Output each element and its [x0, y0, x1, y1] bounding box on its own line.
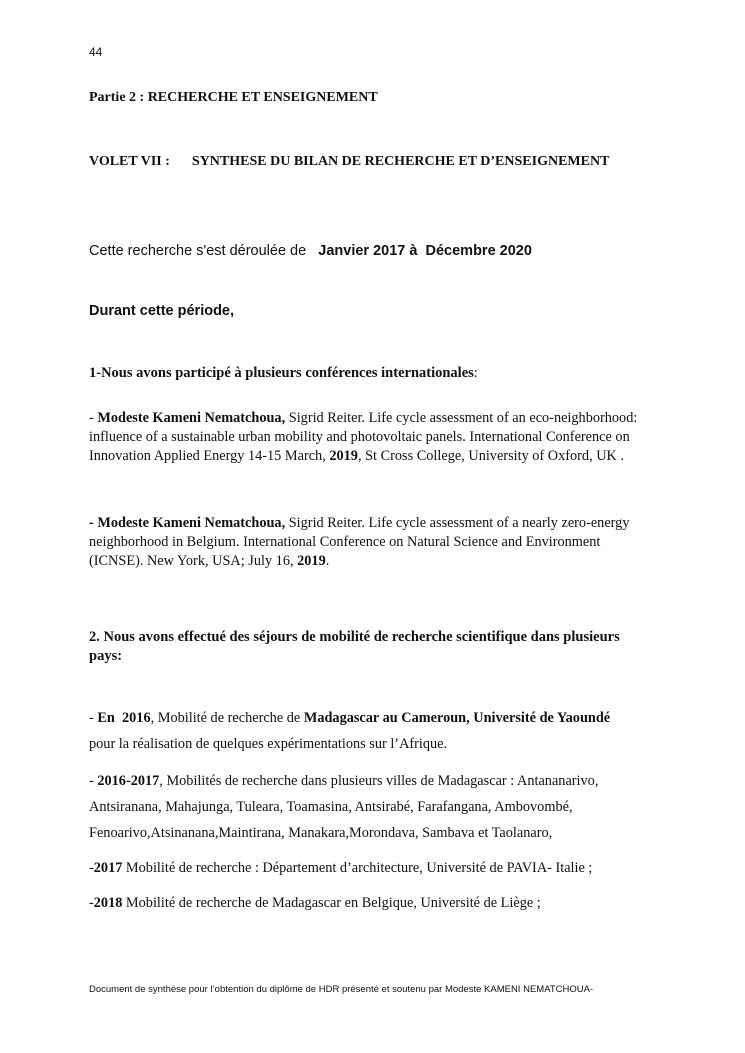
reference-prefix: - [89, 410, 98, 426]
volet-title: SYNTHESE DU BILAN DE RECHERCHE ET D’ENSEIGNEMENT [191, 154, 610, 169]
reference-suffix: , St Cross College, University of Oxford, UK . [357, 448, 625, 464]
mobility-en: En [97, 710, 115, 726]
reference-year: 2019 [329, 448, 358, 464]
mobility-text-cont: pour la réalisation de quelques expérimentations sur l’Afrique. [89, 736, 448, 752]
period-start: Janvier 2017 à [318, 243, 418, 259]
mobility-year: 2016 [122, 710, 151, 726]
reference-year: 2019 [297, 553, 326, 569]
reference-item [89, 409, 661, 466]
volet-label: VOLET VII : [89, 154, 170, 169]
reference-author: - Modeste Kameni Nematchoua, [89, 515, 286, 531]
mobility-prefix: - [89, 895, 94, 911]
period-text: Cette recherche s'est déroulée de [89, 243, 307, 259]
mobility-prefix: - [89, 860, 94, 876]
section1-heading [89, 365, 478, 382]
section1-title: 1-Nous avons participé à plusieurs conférences internationales [89, 365, 474, 381]
volet-heading [89, 154, 609, 170]
reference-text: Sigrid Reiter. Life cycle assessment of a nearly zero-energy neighborhood in Belgium. International Conference on Natural Science and Environment [89, 515, 630, 550]
research-period [89, 243, 532, 259]
mobility-year: 2018 [93, 895, 123, 911]
mobility-text: Mobilité de recherche : Département d’architecture, Université de PAVIA- Italie ; [122, 860, 593, 876]
reference-text-cont: (ICNSE). New York, USA; July 16, [89, 553, 298, 569]
mobility-place: Madagascar au Cameroun, Université de Yaoundé [303, 710, 611, 726]
page-number: 44 [89, 45, 103, 59]
mobility-item [89, 768, 669, 846]
reference-suffix: . [325, 553, 330, 569]
mobility-prefix: - [89, 773, 98, 789]
mobility-text: Mobilité de recherche de Madagascar en Belgique, Université de Liège ; [122, 895, 541, 911]
section2-heading: 2. Nous avons effectué des séjours de mobilité de recherche scientifique dans plusieurs pays: [89, 629, 620, 664]
reference-item [89, 514, 661, 571]
durant-heading: Durant cette période, [89, 303, 235, 319]
mobility-item [89, 855, 669, 881]
mobility-year: 2017 [93, 860, 123, 876]
section1-colon: : [473, 365, 478, 381]
mobility-year: 2016-2017 [97, 773, 160, 789]
period-end: Décembre 2020 [425, 243, 532, 259]
page-footer: Document de synthèse pour l’obtention du diplôme de HDR présenté et soutenu par Modeste KAMENI NEMATCHOUA- [89, 984, 594, 995]
mobility-item [89, 705, 669, 757]
partie-title: Partie 2 : RECHERCHE ET ENSEIGNEMENT [89, 90, 378, 105]
mobility-text: , Mobilité de recherche de [150, 710, 304, 726]
mobility-text: , Mobilités de recherche dans plusieurs villes de Madagascar : Antananarivo, Antsiranana, Mahajunga, Tuleara, Toamasina, Antsirabé, Farafangana, Ambovombé, Fenoarivo,Atsinanana,Maintirana, Manakara,Morondava, Sambava et Taolanaro, [89, 773, 599, 841]
mobility-item [89, 890, 669, 916]
mobility-prefix: - [89, 710, 98, 726]
reference-author: Modeste Kameni Nematchoua, [97, 410, 286, 426]
reference-text: Sigrid Reiter. Life cycle assessment of an eco-neighborhood: influence of a sustainable urban mobility and photovoltaic panels. International Conference on Innovation Applied Energy 14-15 March, [89, 410, 638, 464]
